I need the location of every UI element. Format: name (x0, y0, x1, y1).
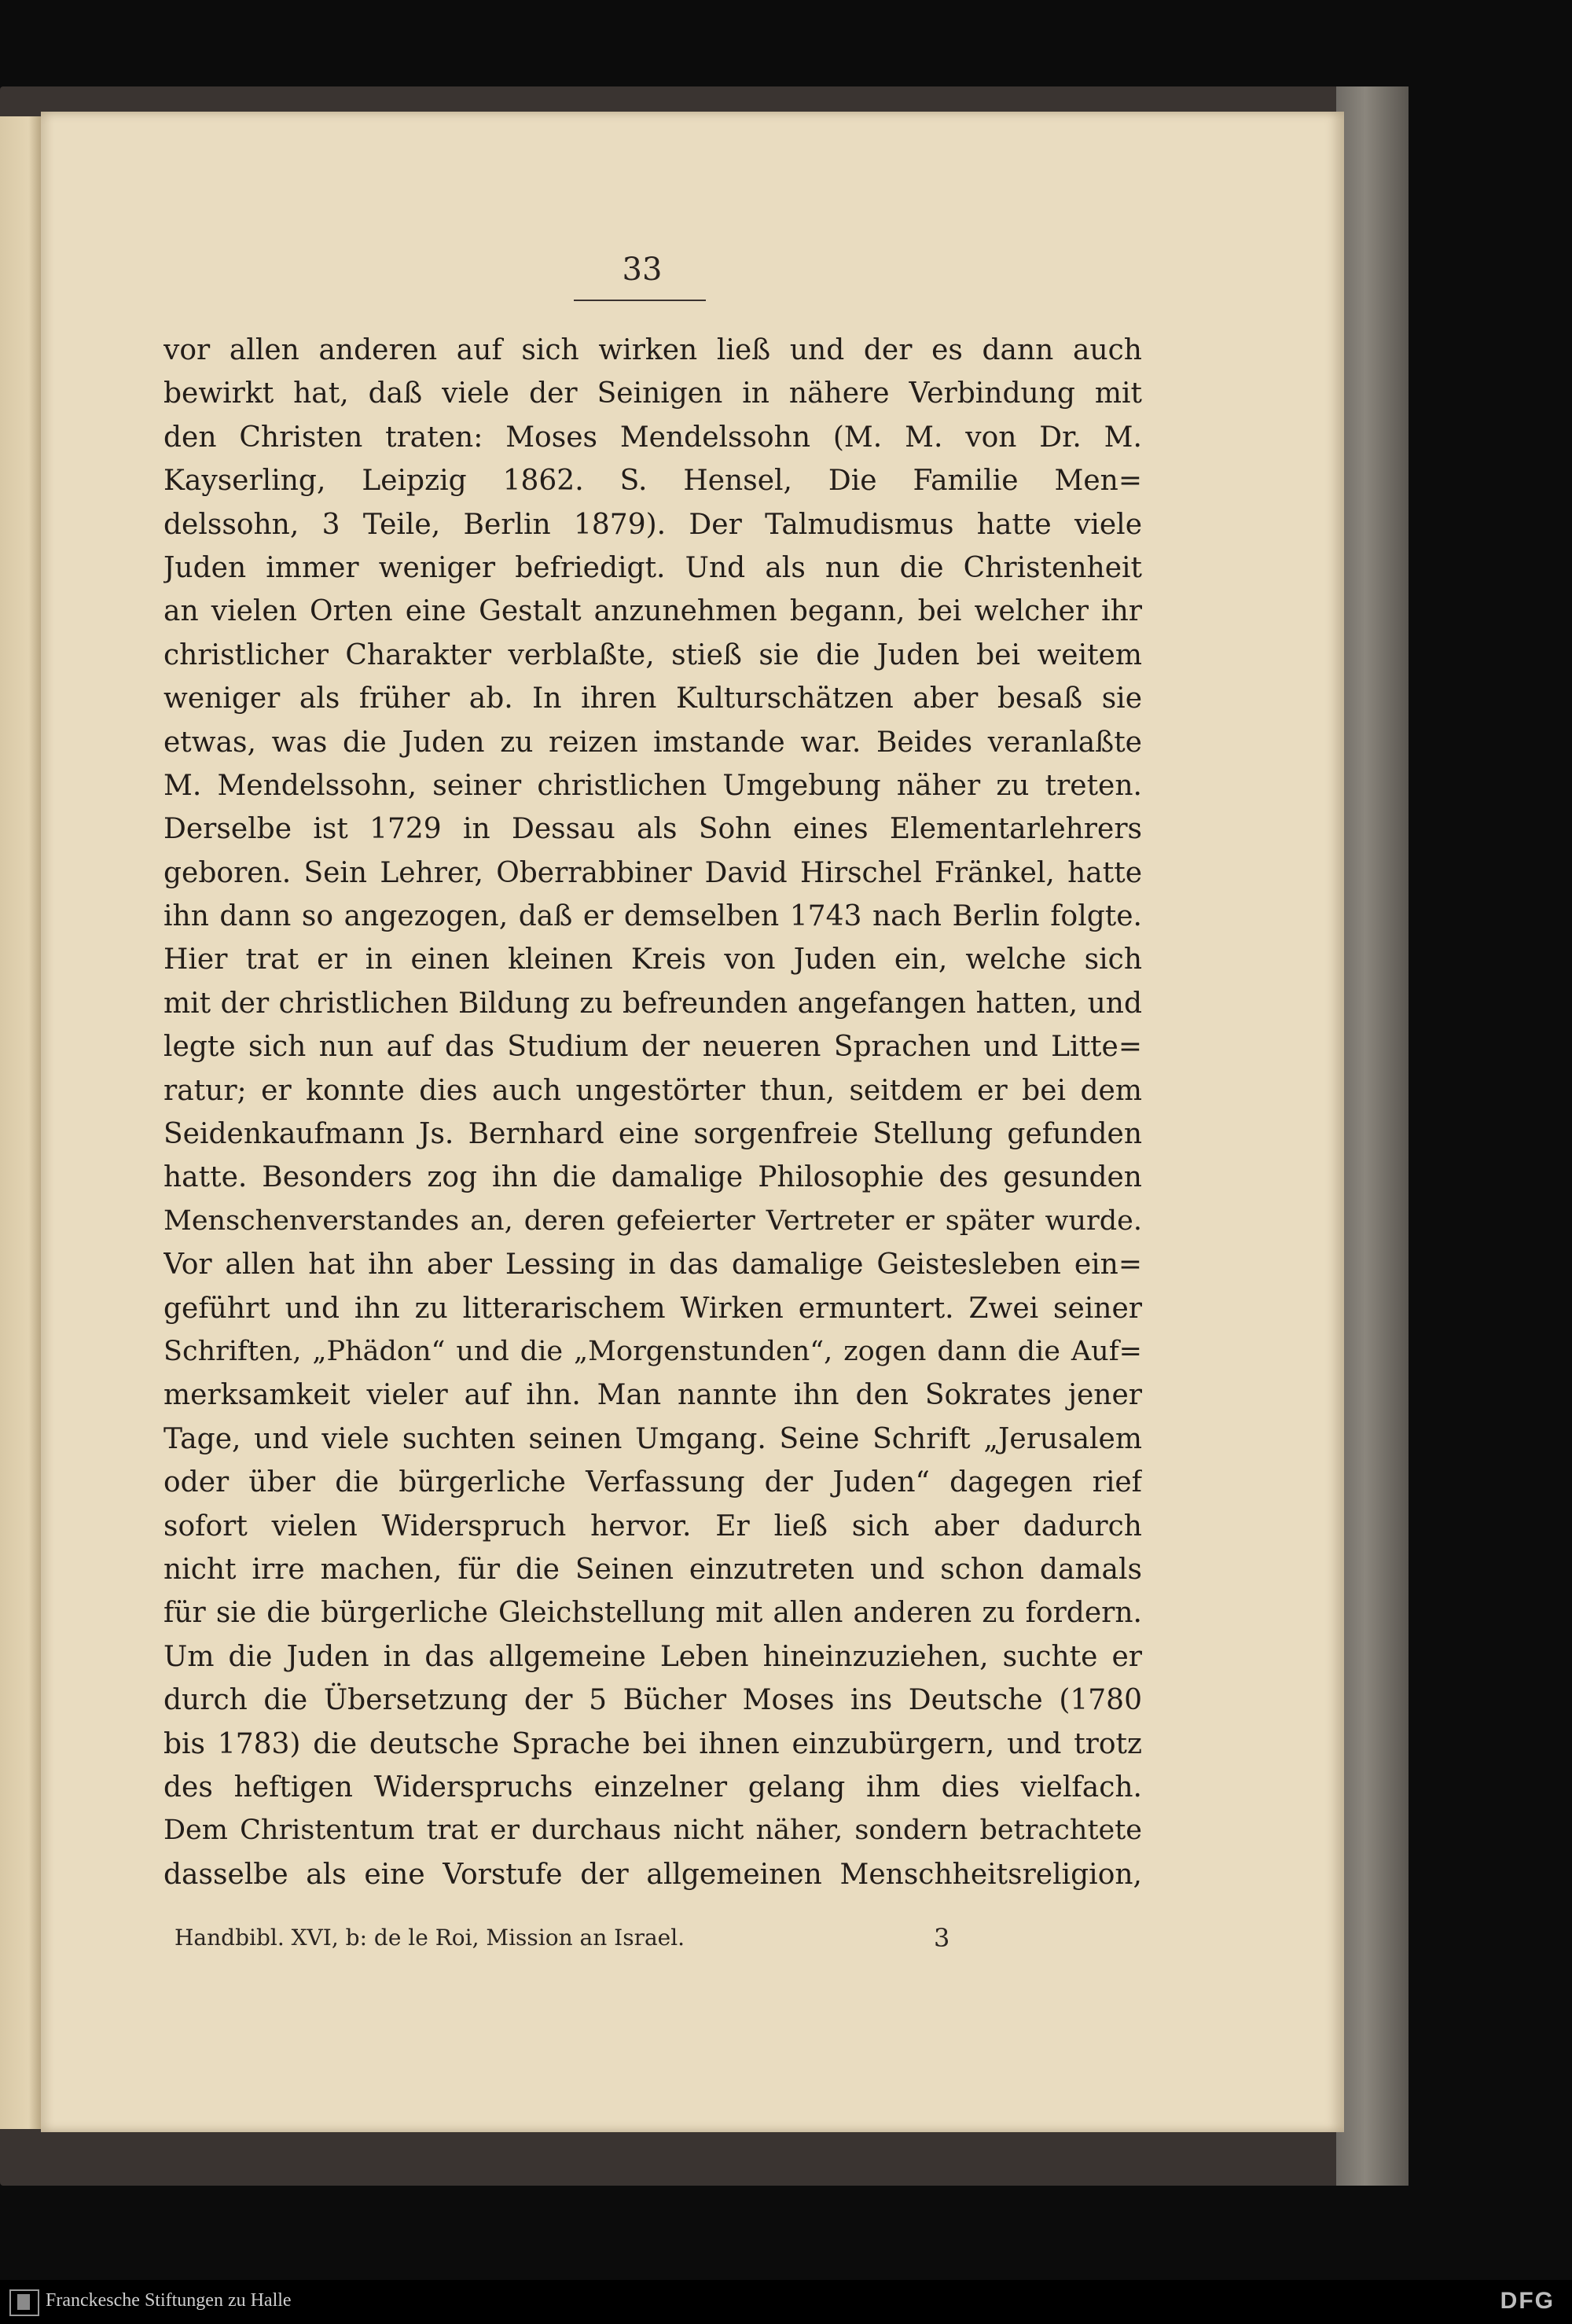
text-line: mit der christlichen Bildung zu befreunden angefangen hatten, und (163, 987, 1142, 1020)
text-line: dasselbe als eine Vorstufe der allgemeinen Menschheitsreligion, (163, 1858, 1142, 1891)
text-line: hatte. Besonders zog ihn die damalige Philosophie des gesunden (163, 1161, 1142, 1194)
text-line: merksamkeit vieler auf ihn. Man nannte ihn den Sokrates jener (163, 1379, 1142, 1412)
text-line: Vor allen hat ihn aber Lessing in das damalige Geistesleben ein= (163, 1248, 1142, 1282)
text-line: Schriften, „Phädon“ und die „Morgenstunden“, zogen dann die Auf= (163, 1335, 1142, 1367)
text-line: geführt und ihn zu litterarischem Wirken ermuntert. Zwei seiner (163, 1292, 1142, 1325)
text-line: den Christen traten: Moses Mendelssohn (M. M. von Dr. M. (163, 421, 1142, 454)
text-line: bis 1783) die deutsche Sprache bei ihnen einzubürgern, und trotz (163, 1727, 1142, 1760)
body-text (163, 329, 1142, 1896)
text-line: Um die Juden in das allgemeine Leben hineinzuziehen, suchte er (163, 1640, 1142, 1673)
text-line: ihn dann so angezogen, daß er demselben 1743 nach Berlin folgte. (163, 900, 1142, 933)
facing-page-edge (0, 116, 41, 2129)
institution-logo-icon (9, 2289, 39, 2316)
text-line: Derselbe ist 1729 in Dessau als Sohn eines Elementarlehrers (163, 813, 1142, 846)
text-line: für sie die bürgerliche Gleichstellung mit allen anderen zu fordern. (163, 1597, 1142, 1630)
page-number: 33 (622, 252, 663, 288)
text-line: geboren. Sein Lehrer, Oberrabbiner David Hirschel Fränkel, hatte (163, 856, 1142, 889)
text-line: etwas, was die Juden zu reizen imstande war. Beides veranlaßte (163, 726, 1142, 759)
text-line: Menschenverstandes an, deren gefeierter Vertreter er später wurde. (163, 1204, 1142, 1237)
text-line: ratur; er konnte dies auch ungestörter thun, seitdem er bei dem (163, 1074, 1142, 1107)
text-line: Hier trat er in einen kleinen Kreis von Juden ein, welche sich (163, 943, 1142, 976)
text-line: Seidenkaufmann Js. Bernhard eine sorgenfreie Stellung gefunden (163, 1118, 1142, 1151)
text-line: Kayserling, Leipzig 1862. S. Hensel, Die Familie Men= (163, 465, 1142, 498)
text-line: an vielen Orten eine Gestalt anzunehmen begann, bei welcher ihr (163, 595, 1142, 628)
text-line: Tage, und viele suchten seinen Umgang. Seine Schrift „Jerusalem (163, 1422, 1142, 1455)
text-line: oder über die bürgerliche Verfassung der Juden“ dagegen rief (163, 1466, 1142, 1499)
dfg-logo: DFG (1500, 2288, 1555, 2314)
text-line: sofort vielen Widerspruch hervor. Er ließ sich aber dadurch (163, 1509, 1142, 1543)
footer-citation: Handbibl. XVI, b: de le Roi, Mission an Israel. (174, 1925, 685, 1951)
signature-mark: 3 (934, 1923, 950, 1953)
text-line: bewirkt hat, daß viele der Seinigen in nähere Verbindung mit (163, 377, 1142, 410)
text-line: durch die Übersetzung der 5 Bücher Moses ins Deutsche (1780 (163, 1684, 1142, 1717)
header-rule (574, 300, 706, 301)
text-line: christlicher Charakter verblaßte, stieß sie die Juden bei weitem (163, 638, 1142, 671)
book-board-edge (1336, 86, 1409, 2186)
text-line: des heftigen Widerspruchs einzelner gelang ihm dies vielfach. (163, 1771, 1142, 1804)
text-line: delssohn, 3 Teile, Berlin 1879). Der Talmudismus hatte viele (163, 508, 1142, 541)
text-line: legte sich nun auf das Studium der neueren Sprachen und Litte= (163, 1031, 1142, 1064)
text-line: weniger als früher ab. In ihren Kulturschätzen aber besaß sie (163, 682, 1142, 715)
text-line: Dem Christentum trat er durchaus nicht näher, sondern betrachtete (163, 1815, 1142, 1847)
text-line: M. Mendelssohn, seiner christlichen Umgebung näher zu treten. (163, 769, 1142, 802)
text-line: Juden immer weniger befriedigt. Und als nun die Christenheit (163, 551, 1142, 584)
institution-name: Franckesche Stiftungen zu Halle (46, 2290, 292, 2311)
text-line: nicht irre machen, für die Seinen einzutreten und schon damals (163, 1553, 1142, 1586)
text-line: vor allen anderen auf sich wirken ließ und der es dann auch (163, 334, 1142, 366)
